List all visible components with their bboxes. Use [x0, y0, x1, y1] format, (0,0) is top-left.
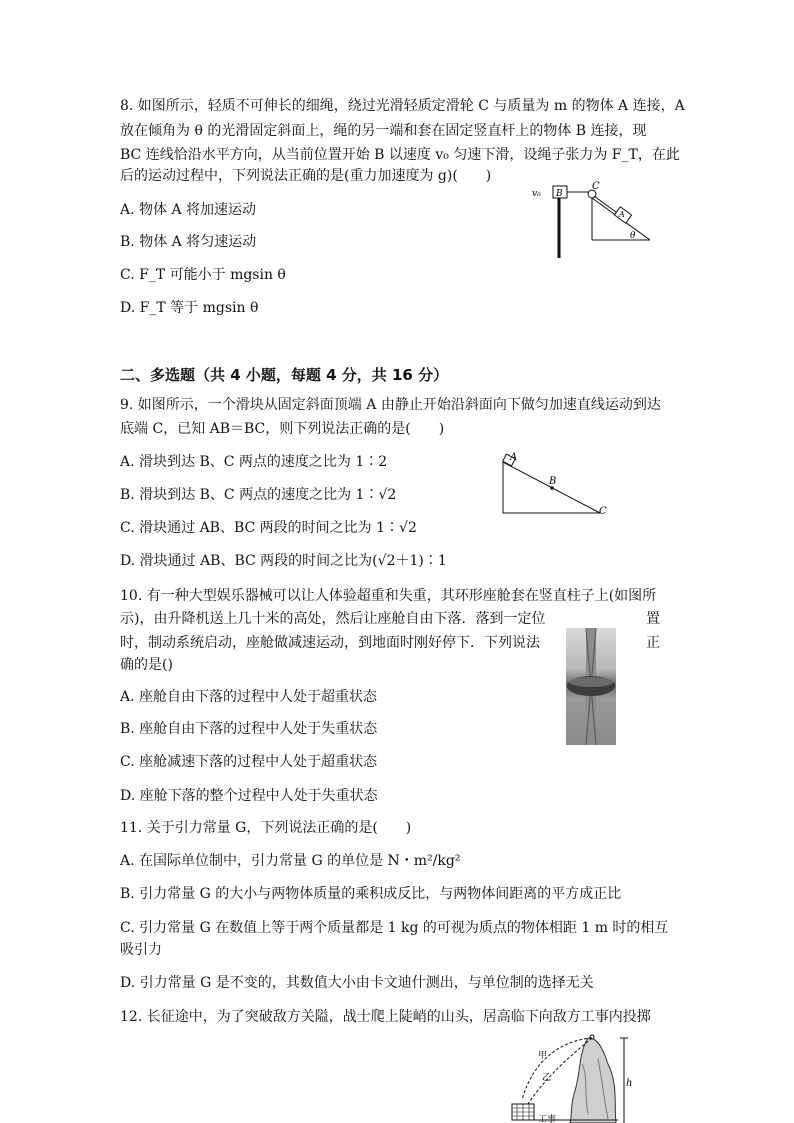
- q9-option-d: D. 滑块通过 AB、BC 两段的时间之比为(√2＋1)∶1: [120, 553, 447, 569]
- q8-line-2: 放在倾角为 θ 的光滑固定斜面上，绳的另一端和套在固定竖直杆上的物体 B 连接，现: [120, 123, 647, 139]
- q10-line-1: 10. 有一种大型娱乐器械可以让人体验超重和失重，其环形座舱套在竖直柱子上(如图所: [120, 588, 657, 604]
- q8-option-a: A. 物体 A 将加速运动: [120, 202, 257, 218]
- q10-option-b: B. 座舱自由下落的过程中人处于失重状态: [120, 721, 378, 737]
- amusement-tower-photo: [566, 628, 616, 745]
- q12-mountain-figure: [508, 1034, 633, 1123]
- q10-option-a: A. 座舱自由下落的过程中人处于超重状态: [120, 689, 378, 705]
- q11-option-b: B. 引力常量 G 的大小与两物体质量的乘积成反比，与两物体间距离的平方成正比: [120, 886, 622, 902]
- section-heading: 二、多选题（共 4 小题，每题 4 分，共 16 分）: [120, 366, 449, 384]
- label-h: h: [626, 1078, 633, 1089]
- q9-line-2: 底端 C，已知 AB＝BC，则下列说法正确的是( ): [120, 421, 445, 437]
- label-a: A: [619, 210, 625, 219]
- q12-line-1: 12. 长征途中，为了突破敌方关隘，战士爬上陡峭的山头，居高临下向敌方工事内投掷: [120, 1009, 651, 1025]
- label-v0: v₀: [532, 189, 541, 199]
- label-yi: 乙: [542, 1073, 552, 1083]
- q9-incline-figure: [495, 448, 615, 520]
- q9-option-c: C. 滑块通过 AB、BC 两段的时间之比为 1∶√2: [120, 520, 417, 536]
- q8-line-1: 8. 如图所示，轻质不可伸长的细绳，绕过光滑轻质定滑轮 C 与质量为 m 的物体 A 连接，A: [120, 98, 685, 114]
- q10-line-2-tail: 置: [646, 611, 660, 627]
- label-a: A: [510, 452, 518, 463]
- q8-option-c: C. F_T 可能小于 mgsin θ: [120, 267, 286, 283]
- q8-line-3: BC 连线恰沿水平方向，从当前位置开始 B 以速度 v₀ 匀速下滑，设绳子张力为 F_T，在此: [120, 147, 680, 163]
- q9-option-a: A. 滑块到达 B、C 两点的速度之比为 1∶2: [120, 454, 388, 470]
- q8-pulley-figure: [530, 180, 660, 260]
- q11-option-c: C. 引力常量 G 在数值上等于两个质量都是 1 kg 的可视为质点的物体相距 1 m 时的相互: [120, 920, 669, 936]
- q10-line-3-tail: 正: [646, 635, 660, 651]
- label-b: B: [556, 189, 563, 199]
- label-b: B: [549, 476, 557, 487]
- q9-line-1: 9. 如图所示，一个滑块从固定斜面顶端 A 由静止开始沿斜面向下做匀加速直线运动到达: [120, 397, 661, 413]
- q10-option-c: C. 座舱减速下落的过程中人处于超重状态: [120, 754, 378, 770]
- label-c: C: [599, 506, 607, 517]
- q11-option-c-cont: 吸引力: [120, 942, 162, 958]
- q8-line-4: 后的运动过程中，下列说法正确的是(重力加速度为 g)( ): [120, 168, 492, 184]
- label-jia: 甲: [538, 1051, 548, 1061]
- label-gongshi: 工事: [538, 1115, 557, 1123]
- q11-option-a: A. 在国际单位制中，引力常量 G 的单位是 N・m²/kg²: [120, 853, 461, 869]
- q11-line-1: 11. 关于引力常量 G，下列说法正确的是( ): [120, 820, 412, 836]
- label-theta: θ: [630, 231, 636, 241]
- q8-option-b: B. 物体 A 将匀速运动: [120, 234, 257, 250]
- q10-line-4: 确的是(): [120, 657, 173, 673]
- q8-option-d: D. F_T 等于 mgsin θ: [120, 300, 259, 316]
- q11-option-d: D. 引力常量 G 是不变的，其数值大小由卡文迪什测出，与单位制的选择无关: [120, 975, 594, 991]
- q10-option-d: D. 座舱下落的整个过程中人处于失重状态: [120, 788, 378, 804]
- q10-line-2: 示)，由升降机送上几十米的高处，然后让座舱自由下落．落到一定位: [120, 611, 546, 627]
- q9-option-b: B. 滑块到达 B、C 两点的速度之比为 1∶√2: [120, 487, 397, 503]
- q10-line-3: 时，制动系统启动，座舱做减速运动，到地面时刚好停下．下列说法: [120, 635, 540, 651]
- label-c: C: [592, 181, 600, 192]
